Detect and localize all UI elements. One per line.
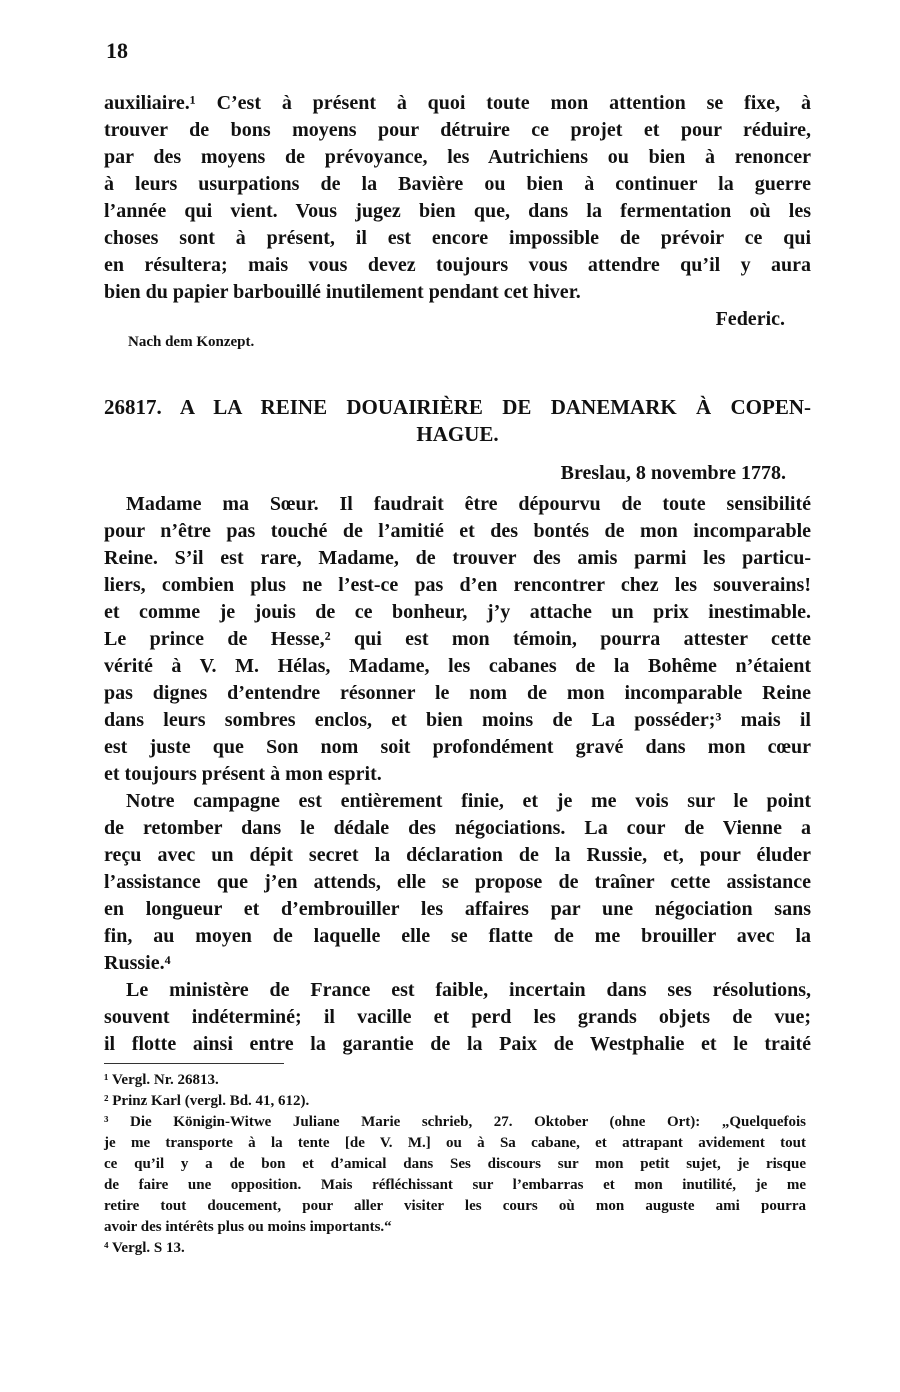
text-line: par des moyens de prévoyance, les Autrichiens ou bien à renoncer (104, 146, 811, 168)
footnote-3-line: je me transporte à la tente [de V. M.] ou à Sa cabane, et attrapant avidement tout (104, 1135, 806, 1151)
text-line: Madame ma Sœur. Il faudrait être dépourvu de toute sensibilité (126, 493, 811, 515)
footnote-3: ³ Die Königin-Witwe Juliane Marie schrieb, 27. Oktober (ohne Ort): „Quelquefois (104, 1114, 806, 1130)
heading-line: 26817. A LA REINE DOUAIRIÈRE DE DANEMARK À COPEN- (104, 395, 811, 419)
continuation-paragraph (104, 90, 811, 306)
signature: Federic. (715, 308, 785, 330)
text-line: l’année qui vient. Vous jugez bien que, dans la fermentation où les (104, 200, 811, 222)
letter-heading (104, 394, 811, 448)
text-line: choses sont à présent, il est encore impossible de prévoir ce qui (104, 227, 811, 249)
text-line: de retomber dans le dédale des négociations. La cour de Vienne a (104, 817, 811, 839)
text-line: à leurs usurpations de la Bavière ou bien à continuer la guerre (104, 173, 811, 195)
footnote-3-line: avoir des intérêts plus ou moins importants.“ (104, 1219, 392, 1235)
letter-paragraph-2 (104, 788, 811, 977)
text-line: reçu avec un dépit secret la déclaration de la Russie, et, pour éluder (104, 844, 811, 866)
text-line: et toujours présent à mon esprit. (104, 763, 382, 785)
page-number: 18 (106, 38, 128, 63)
text-line: Reine. S’il est rare, Madame, de trouver des amis parmi les particu- (104, 547, 811, 569)
text-line: Le ministère de France est faible, incertain dans ses résolutions, (126, 979, 811, 1001)
text-line: Notre campagne est entièrement finie, et je me vois sur le point (126, 790, 811, 812)
text-line: souvent indéterminé; il vacille et perd les grands objets de vue; (104, 1006, 811, 1028)
footnote-divider (104, 1063, 284, 1064)
text-line: pour n’être pas touché de l’amitié et des bontés de mon incomparable (104, 520, 811, 542)
text-line: l’assistance que j’en attends, elle se propose de traîner cette assistance (104, 871, 811, 893)
text-line: vérité à V. M. Hélas, Madame, les cabanes de la Bohême n’étaient (104, 655, 811, 677)
letter-paragraph-1 (104, 491, 811, 788)
text-line: Le prince de Hesse,² qui est mon témoin, pourra attester cette (104, 628, 811, 650)
place-date: Breslau, 8 novembre 1778. (560, 462, 786, 484)
footnote-4: ⁴ Vergl. S 13. (104, 1240, 185, 1256)
footnote-3-line: retire tout doucement, pour aller visiter les cours où mon auguste ami pourra (104, 1198, 806, 1214)
text-line: en résultera; mais vous devez toujours vous attendre qu’il y aura (104, 254, 811, 276)
text-line: trouver de bons moyens pour détruire ce projet et pour réduire, (104, 119, 811, 141)
footnote-2: ² Prinz Karl (vergl. Bd. 41, 612). (104, 1093, 310, 1109)
source-note: Nach dem Konzept. (128, 334, 255, 350)
text-line: il flotte ainsi entre la garantie de la Paix de Westphalie et le traité (104, 1033, 811, 1055)
text-line: et comme je jouis de ce bonheur, j’y attache un prix inestimable. (104, 601, 811, 623)
text-line: bien du papier barbouillé inutilement pendant cet hiver. (104, 281, 581, 303)
text-line: liers, combien plus ne l’est-ce pas d’en rencontrer chez les souverains! (104, 574, 811, 596)
footnote-1: ¹ Vergl. Nr. 26813. (104, 1072, 219, 1088)
heading-line: HAGUE. (416, 422, 499, 446)
footnotes (104, 1070, 806, 1259)
text-line: en longueur et d’embrouiller les affaires par une négociation sans (104, 898, 811, 920)
footnote-3-line: ce qu’il y a de bon et d’amical dans Ses discours sur mon petit sujet, je risque (104, 1156, 806, 1172)
text-line: fin, au moyen de laquelle elle se flatte de me brouiller avec la (104, 925, 811, 947)
footnote-3-line: de faire une opposition. Mais réfléchissant sur l’embarras et mon inutilité, je me (104, 1177, 806, 1193)
letter-paragraph-3 (104, 977, 811, 1058)
text-line: Russie.⁴ (104, 952, 171, 974)
text-line: auxiliaire.¹ C’est à présent à quoi toute mon attention se fixe, à (104, 92, 811, 114)
text-line: pas dignes d’entendre résonner le nom de mon incomparable Reine (104, 682, 811, 704)
text-line: dans leurs sombres enclos, et bien moins de La posséder;³ mais il (104, 709, 811, 731)
text-line: est juste que Son nom soit profondément gravé dans mon cœur (104, 736, 811, 758)
